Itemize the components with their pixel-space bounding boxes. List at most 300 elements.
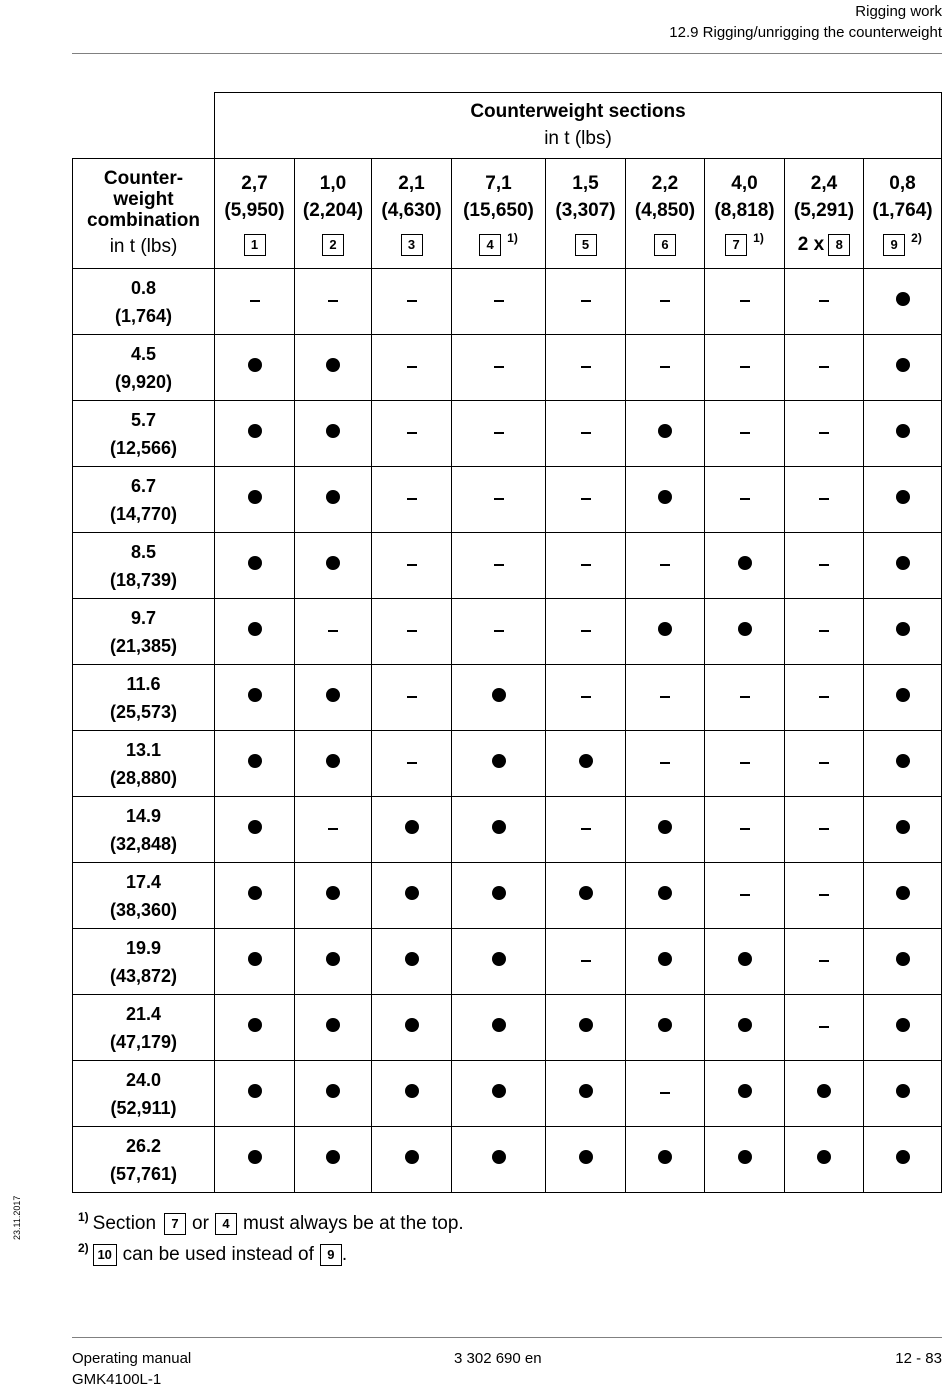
not-included-dash-icon <box>581 432 591 434</box>
table-cell <box>705 731 785 797</box>
included-dot-icon <box>248 556 262 570</box>
included-dot-icon <box>405 820 419 834</box>
table-cell <box>372 269 452 335</box>
included-dot-icon <box>658 622 672 636</box>
table-cell <box>215 467 295 533</box>
table-cell <box>295 665 372 731</box>
included-dot-icon <box>579 1018 593 1032</box>
not-included-dash-icon <box>581 300 591 302</box>
table-cell <box>705 797 785 863</box>
table-row <box>73 335 942 401</box>
combination-lbs: (38,360) <box>109 899 178 920</box>
included-dot-icon <box>492 688 506 702</box>
not-included-dash-icon <box>407 696 417 698</box>
table-cell <box>785 1061 864 1127</box>
not-included-dash-icon <box>407 762 417 764</box>
table-cell <box>626 665 705 731</box>
table-cell <box>215 1127 295 1193</box>
not-included-dash-icon <box>407 366 417 368</box>
table-row <box>73 467 942 533</box>
included-dot-icon <box>896 490 910 504</box>
combination-lbs: (52,911) <box>110 1097 177 1118</box>
footnote-1-post: must always be at the top. <box>242 1213 464 1234</box>
not-included-dash-icon <box>328 630 338 632</box>
not-included-dash-icon <box>740 432 750 434</box>
combination-lbs: (47,179) <box>109 1031 178 1052</box>
not-included-dash-icon <box>581 630 591 632</box>
table-cell <box>372 533 452 599</box>
not-included-dash-icon <box>819 1026 829 1028</box>
table-cell <box>295 863 372 929</box>
section-weight-lbs: (3,307) <box>555 199 616 221</box>
section-weight: 4,0 <box>731 172 758 194</box>
not-included-dash-icon <box>740 300 750 302</box>
included-dot-icon <box>248 754 262 768</box>
combination-label <box>73 599 215 665</box>
combination-label <box>73 269 215 335</box>
footnote-1 <box>78 1211 464 1237</box>
table-cell <box>372 467 452 533</box>
section-number <box>215 232 294 258</box>
table-cell <box>215 863 295 929</box>
table-cell <box>372 863 452 929</box>
table-cell <box>864 995 942 1061</box>
section-column-5 <box>546 159 626 269</box>
not-included-dash-icon <box>581 498 591 500</box>
section-box: 6 <box>654 234 676 256</box>
section-number <box>705 232 784 258</box>
table-cell <box>546 665 626 731</box>
table-cell <box>295 995 372 1061</box>
blank-corner <box>73 93 215 159</box>
combination-label <box>73 401 215 467</box>
combination-lbs: (14,770) <box>109 503 178 524</box>
included-dot-icon <box>817 1084 831 1098</box>
section-weight-lbs: (8,818) <box>714 199 775 221</box>
combination-tonnes: 19.9 <box>125 937 162 958</box>
table-cell <box>705 665 785 731</box>
included-dot-icon <box>896 688 910 702</box>
included-dot-icon <box>738 1150 752 1164</box>
combination-tonnes: 14.9 <box>125 805 162 826</box>
table-cell <box>295 335 372 401</box>
table-cell <box>785 335 864 401</box>
combination-tonnes: 13.1 <box>125 739 162 760</box>
included-dot-icon <box>326 490 340 504</box>
table-cell <box>546 797 626 863</box>
table-cell <box>705 599 785 665</box>
table-cell <box>864 1061 942 1127</box>
table-cell <box>546 929 626 995</box>
table-cell <box>215 665 295 731</box>
section-weight: 2,4 <box>810 172 838 194</box>
table-cell <box>626 995 705 1061</box>
footer-page-number: 12 - 83 <box>895 1350 942 1367</box>
table-row <box>73 665 942 731</box>
section-column-7 <box>705 159 785 269</box>
section-number <box>452 232 545 258</box>
table-cell <box>372 665 452 731</box>
footnote-2 <box>78 1242 347 1268</box>
included-dot-icon <box>248 886 262 900</box>
footnote-1-mark: 1) <box>78 1210 89 1224</box>
section-weight-lbs: (4,850) <box>634 199 696 221</box>
table-cell <box>372 797 452 863</box>
table-cell <box>626 269 705 335</box>
combination-label <box>73 731 215 797</box>
table-cell <box>785 533 864 599</box>
included-dot-icon <box>405 886 419 900</box>
combination-tonnes: 9.7 <box>130 607 157 628</box>
footnote-1-pre: Section <box>92 1213 157 1234</box>
table-cell <box>705 995 785 1061</box>
combination-lbs: (25,573) <box>109 701 178 722</box>
table-cell <box>626 533 705 599</box>
table-cell <box>215 929 295 995</box>
running-header <box>669 1 942 43</box>
table-cell <box>546 467 626 533</box>
combination-label <box>73 995 215 1061</box>
not-included-dash-icon <box>407 630 417 632</box>
section-weight-lbs: (2,204) <box>302 199 364 221</box>
section-number <box>372 232 451 258</box>
included-dot-icon <box>896 1084 910 1098</box>
section-box: 1 <box>244 234 266 256</box>
combination-lbs: (28,880) <box>109 767 178 788</box>
table-cell <box>705 1127 785 1193</box>
table-cell <box>626 401 705 467</box>
table-cell <box>864 731 942 797</box>
footer-doc-number: 3 302 690 en <box>454 1350 542 1367</box>
table-cell <box>785 401 864 467</box>
section-weight: 1,5 <box>572 172 599 194</box>
table-cell <box>452 929 546 995</box>
table-cell <box>626 731 705 797</box>
included-dot-icon <box>405 1084 419 1098</box>
included-dot-icon <box>658 490 672 504</box>
table-cell <box>626 1127 705 1193</box>
included-dot-icon <box>738 622 752 636</box>
included-dot-icon <box>896 292 910 306</box>
table-row <box>73 731 942 797</box>
not-included-dash-icon <box>494 564 504 566</box>
combination-lbs: (21,385) <box>109 635 178 656</box>
not-included-dash-icon <box>407 564 417 566</box>
section-number <box>785 232 863 258</box>
included-dot-icon <box>658 1150 672 1164</box>
included-dot-icon <box>896 424 910 438</box>
not-included-dash-icon <box>407 432 417 434</box>
table-row <box>73 995 942 1061</box>
combination-label <box>73 1127 215 1193</box>
included-dot-icon <box>326 754 340 768</box>
included-dot-icon <box>896 820 910 834</box>
section-box-7: 7 <box>164 1213 186 1235</box>
section-box-4: 4 <box>215 1213 237 1235</box>
section-prefix: 2 x <box>797 233 825 255</box>
table-cell <box>452 731 546 797</box>
table-cell <box>546 1061 626 1127</box>
table-row <box>73 533 942 599</box>
table-cell <box>546 1127 626 1193</box>
included-dot-icon <box>738 1018 752 1032</box>
section-weight-lbs: (5,291) <box>793 199 855 221</box>
combination-lbs: (12,566) <box>109 437 178 458</box>
section-weight: 7,1 <box>485 172 512 194</box>
not-included-dash-icon <box>581 696 591 698</box>
not-included-dash-icon <box>819 894 829 896</box>
included-dot-icon <box>326 556 340 570</box>
included-dot-icon <box>896 1150 910 1164</box>
table-cell <box>452 797 546 863</box>
table-cell <box>452 863 546 929</box>
not-included-dash-icon <box>740 366 750 368</box>
table-cell <box>295 467 372 533</box>
table-cell <box>705 335 785 401</box>
table-cell <box>215 401 295 467</box>
table-cell <box>785 1127 864 1193</box>
not-included-dash-icon <box>819 828 829 830</box>
table-cell <box>215 797 295 863</box>
included-dot-icon <box>658 1018 672 1032</box>
section-footnote-mark: 2) <box>911 230 922 245</box>
section-number <box>295 232 371 258</box>
not-included-dash-icon <box>581 564 591 566</box>
table-cell <box>705 863 785 929</box>
not-included-dash-icon <box>660 300 670 302</box>
combination-lbs: (57,761) <box>109 1163 178 1184</box>
included-dot-icon <box>248 1150 262 1164</box>
combination-label <box>73 335 215 401</box>
included-dot-icon <box>738 1084 752 1098</box>
included-dot-icon <box>896 952 910 966</box>
included-dot-icon <box>492 820 506 834</box>
included-dot-icon <box>248 358 262 372</box>
header-rule <box>72 53 942 54</box>
not-included-dash-icon <box>581 366 591 368</box>
not-included-dash-icon <box>328 300 338 302</box>
table-cell <box>215 533 295 599</box>
section-box: 5 <box>575 234 597 256</box>
section-footnote-mark: 1) <box>507 230 518 245</box>
table-cell <box>626 1061 705 1127</box>
not-included-dash-icon <box>819 762 829 764</box>
not-included-dash-icon <box>250 300 260 302</box>
table-cell <box>705 467 785 533</box>
not-included-dash-icon <box>819 960 829 962</box>
table-cell <box>864 401 942 467</box>
section-weight: 2,2 <box>651 172 679 194</box>
combination-label <box>73 665 215 731</box>
table-cell <box>546 269 626 335</box>
section-footnote-mark: 1) <box>753 230 764 245</box>
section-box: 3 <box>401 234 423 256</box>
included-dot-icon <box>326 424 340 438</box>
table-cell <box>785 467 864 533</box>
combination-label <box>73 929 215 995</box>
table-cell <box>452 599 546 665</box>
not-included-dash-icon <box>819 498 829 500</box>
table-cell <box>546 995 626 1061</box>
not-included-dash-icon <box>819 564 829 566</box>
not-included-dash-icon <box>494 300 504 302</box>
table-cell <box>546 863 626 929</box>
not-included-dash-icon <box>819 300 829 302</box>
table-cell <box>705 929 785 995</box>
header-section: 12.9 Rigging/unrigging the counterweight <box>669 24 942 41</box>
combination-tonnes: 8.5 <box>130 541 157 562</box>
included-dot-icon <box>896 358 910 372</box>
combination-label <box>73 533 215 599</box>
included-dot-icon <box>326 1018 340 1032</box>
table-row <box>73 401 942 467</box>
section-weight: 0,8 <box>889 172 916 194</box>
table-cell <box>372 1127 452 1193</box>
included-dot-icon <box>405 1150 419 1164</box>
section-column-2 <box>295 159 372 269</box>
table-row <box>73 599 942 665</box>
section-column-6 <box>626 159 705 269</box>
combination-tonnes: 0.8 <box>130 277 157 298</box>
section-weight-lbs: (15,650) <box>463 199 534 221</box>
table-cell <box>215 995 295 1061</box>
included-dot-icon <box>492 1018 506 1032</box>
table-cell <box>215 1061 295 1127</box>
footer-manual: Operating manual <box>72 1350 192 1367</box>
table-row <box>73 797 942 863</box>
not-included-dash-icon <box>740 894 750 896</box>
table-cell <box>372 1061 452 1127</box>
not-included-dash-icon <box>660 696 670 698</box>
included-dot-icon <box>658 820 672 834</box>
included-dot-icon <box>492 952 506 966</box>
section-number <box>626 232 704 258</box>
included-dot-icon <box>405 952 419 966</box>
table-cell <box>626 863 705 929</box>
not-included-dash-icon <box>660 1092 670 1094</box>
section-weight: 2,1 <box>398 172 425 194</box>
section-number <box>864 232 941 258</box>
included-dot-icon <box>326 952 340 966</box>
combination-title: Counter- weight combination <box>87 167 200 231</box>
table-row <box>73 863 942 929</box>
included-dot-icon <box>492 886 506 900</box>
combination-tonnes: 4.5 <box>130 343 157 364</box>
table-cell <box>295 533 372 599</box>
combination-tonnes: 5.7 <box>130 409 157 430</box>
included-dot-icon <box>658 424 672 438</box>
included-dot-icon <box>492 1150 506 1164</box>
not-included-dash-icon <box>740 828 750 830</box>
table-cell <box>295 599 372 665</box>
sections-header <box>215 93 942 159</box>
header-chapter: Rigging work <box>855 3 942 20</box>
section-box: 2 <box>322 234 344 256</box>
table-cell <box>295 269 372 335</box>
table-cell <box>295 731 372 797</box>
counterweight-table <box>72 92 942 1193</box>
included-dot-icon <box>579 886 593 900</box>
table-cell <box>215 269 295 335</box>
table-cell <box>785 929 864 995</box>
footnote-1-mid: or <box>192 1213 209 1234</box>
table-cell <box>864 533 942 599</box>
section-box: 7 <box>725 234 747 256</box>
section-box: 9 <box>883 234 905 256</box>
table-cell <box>864 797 942 863</box>
section-column-8 <box>785 159 864 269</box>
side-date: 23.11.2017 <box>12 1195 22 1240</box>
combination-tonnes: 6.7 <box>130 475 157 496</box>
combination-tonnes: 17.4 <box>125 871 162 892</box>
included-dot-icon <box>579 754 593 768</box>
included-dot-icon <box>326 1084 340 1098</box>
section-column-4 <box>452 159 546 269</box>
not-included-dash-icon <box>581 960 591 962</box>
table-cell <box>546 599 626 665</box>
table-cell <box>295 1061 372 1127</box>
included-dot-icon <box>738 952 752 966</box>
included-dot-icon <box>579 1084 593 1098</box>
table-cell <box>785 995 864 1061</box>
table-cell <box>452 1061 546 1127</box>
table-cell <box>785 269 864 335</box>
table-cell <box>452 335 546 401</box>
table-row <box>73 929 942 995</box>
not-included-dash-icon <box>494 498 504 500</box>
table-cell <box>452 995 546 1061</box>
table-cell <box>372 335 452 401</box>
footer-model: GMK4100L-1 <box>72 1371 162 1388</box>
table-cell <box>295 929 372 995</box>
table-cell <box>452 1127 546 1193</box>
table-cell <box>864 1127 942 1193</box>
not-included-dash-icon <box>660 564 670 566</box>
combination-unit: in t (lbs) <box>109 235 178 257</box>
not-included-dash-icon <box>660 762 670 764</box>
table-cell <box>452 533 546 599</box>
not-included-dash-icon <box>494 630 504 632</box>
included-dot-icon <box>896 1018 910 1032</box>
table-cell <box>785 797 864 863</box>
table-cell <box>705 269 785 335</box>
included-dot-icon <box>248 424 262 438</box>
footnote-2-mid: can be used instead of <box>122 1244 314 1265</box>
table-cell <box>452 467 546 533</box>
included-dot-icon <box>326 358 340 372</box>
included-dot-icon <box>658 952 672 966</box>
table-cell <box>864 665 942 731</box>
not-included-dash-icon <box>740 498 750 500</box>
table-row <box>73 1061 942 1127</box>
table-cell <box>864 467 942 533</box>
not-included-dash-icon <box>581 828 591 830</box>
table-cell <box>546 401 626 467</box>
table-cell <box>626 929 705 995</box>
table-cell <box>864 335 942 401</box>
included-dot-icon <box>248 1018 262 1032</box>
combination-lbs: (18,739) <box>109 569 178 590</box>
table-cell <box>546 731 626 797</box>
footnote-2-post: . <box>341 1244 348 1265</box>
included-dot-icon <box>326 886 340 900</box>
included-dot-icon <box>248 622 262 636</box>
not-included-dash-icon <box>407 498 417 500</box>
table-cell <box>452 401 546 467</box>
table-cell <box>785 863 864 929</box>
combination-label <box>73 797 215 863</box>
combination-lbs: (43,872) <box>109 965 178 986</box>
